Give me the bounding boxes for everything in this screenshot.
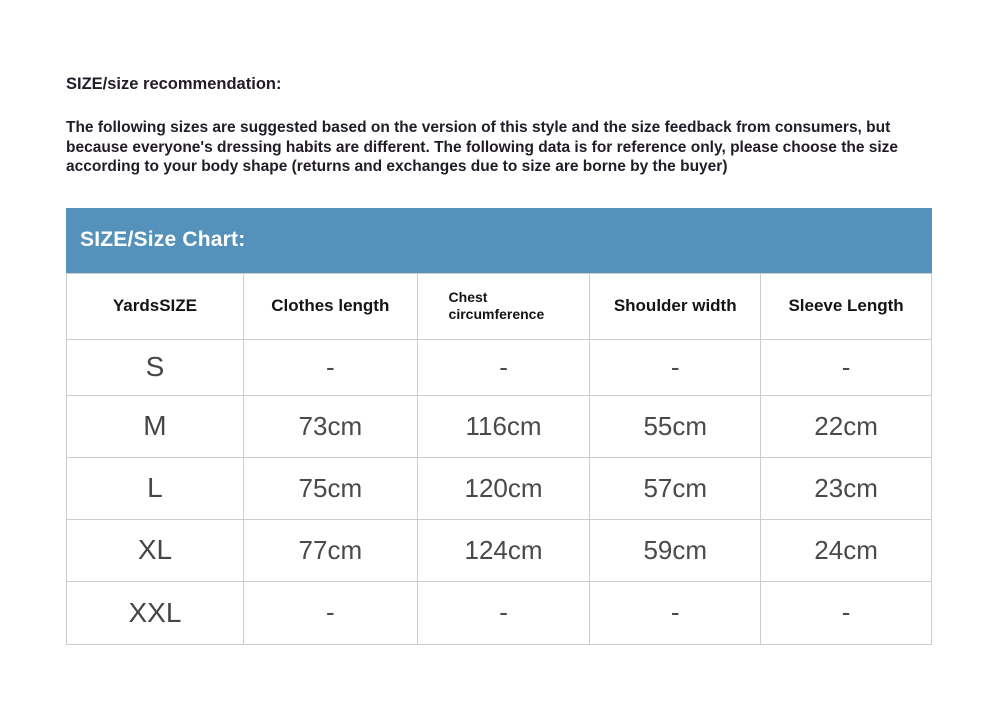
value-cell: 124cm [417, 519, 590, 581]
column-header-shoulder-width: Shoulder width [590, 273, 761, 339]
value-cell: - [243, 581, 417, 644]
value-cell: 120cm [417, 457, 590, 519]
table-row [67, 395, 932, 457]
value-cell: - [761, 339, 932, 395]
chest-circumference-label: Chest circumference [448, 288, 545, 322]
value-cell: 75cm [243, 457, 417, 519]
column-header-sleeve-length: Sleeve Length [761, 273, 932, 339]
size-chart-title: SIZE/Size Chart: [80, 228, 246, 251]
size-recommendation-paragraph: The following sizes are suggested based on the version of this style and the size feedback from consumers, but because everyone's dressing habits are different. The following data is for reference only, please choose the size according to your body shape (returns and exchanges due to size are borne by the buyer) [66, 119, 899, 175]
value-cell: 77cm [243, 519, 417, 581]
size-table-body [67, 339, 932, 644]
value-cell: - [590, 581, 761, 644]
table-row [67, 339, 932, 395]
value-cell: 59cm [590, 519, 761, 581]
size-cell: L [67, 457, 244, 519]
table-row [67, 519, 932, 581]
value-cell: - [761, 581, 932, 644]
value-cell: 23cm [761, 457, 932, 519]
table-row [67, 457, 932, 519]
value-cell: - [417, 581, 590, 644]
value-cell: 57cm [590, 457, 761, 519]
size-cell: XL [67, 519, 244, 581]
column-header-yards-size: YardsSIZE [67, 273, 244, 339]
size-cell: M [67, 395, 244, 457]
value-cell: 116cm [417, 395, 590, 457]
value-cell: 22cm [761, 395, 932, 457]
column-header-clothes-length: Clothes length [243, 273, 417, 339]
table-row [67, 581, 932, 644]
size-chart-title-bar [66, 208, 932, 273]
value-cell: 55cm [590, 395, 761, 457]
size-table-header-row [67, 273, 932, 339]
value-cell: - [590, 339, 761, 395]
size-table [66, 273, 932, 645]
size-recommendation-heading: SIZE/size recommendation: [66, 75, 282, 93]
size-cell: XXL [67, 581, 244, 644]
value-cell: 24cm [761, 519, 932, 581]
size-cell: S [67, 339, 244, 395]
column-header-chest-circumference [417, 273, 590, 339]
value-cell: - [243, 339, 417, 395]
value-cell: 73cm [243, 395, 417, 457]
value-cell: - [417, 339, 590, 395]
size-chart-section [66, 208, 932, 645]
